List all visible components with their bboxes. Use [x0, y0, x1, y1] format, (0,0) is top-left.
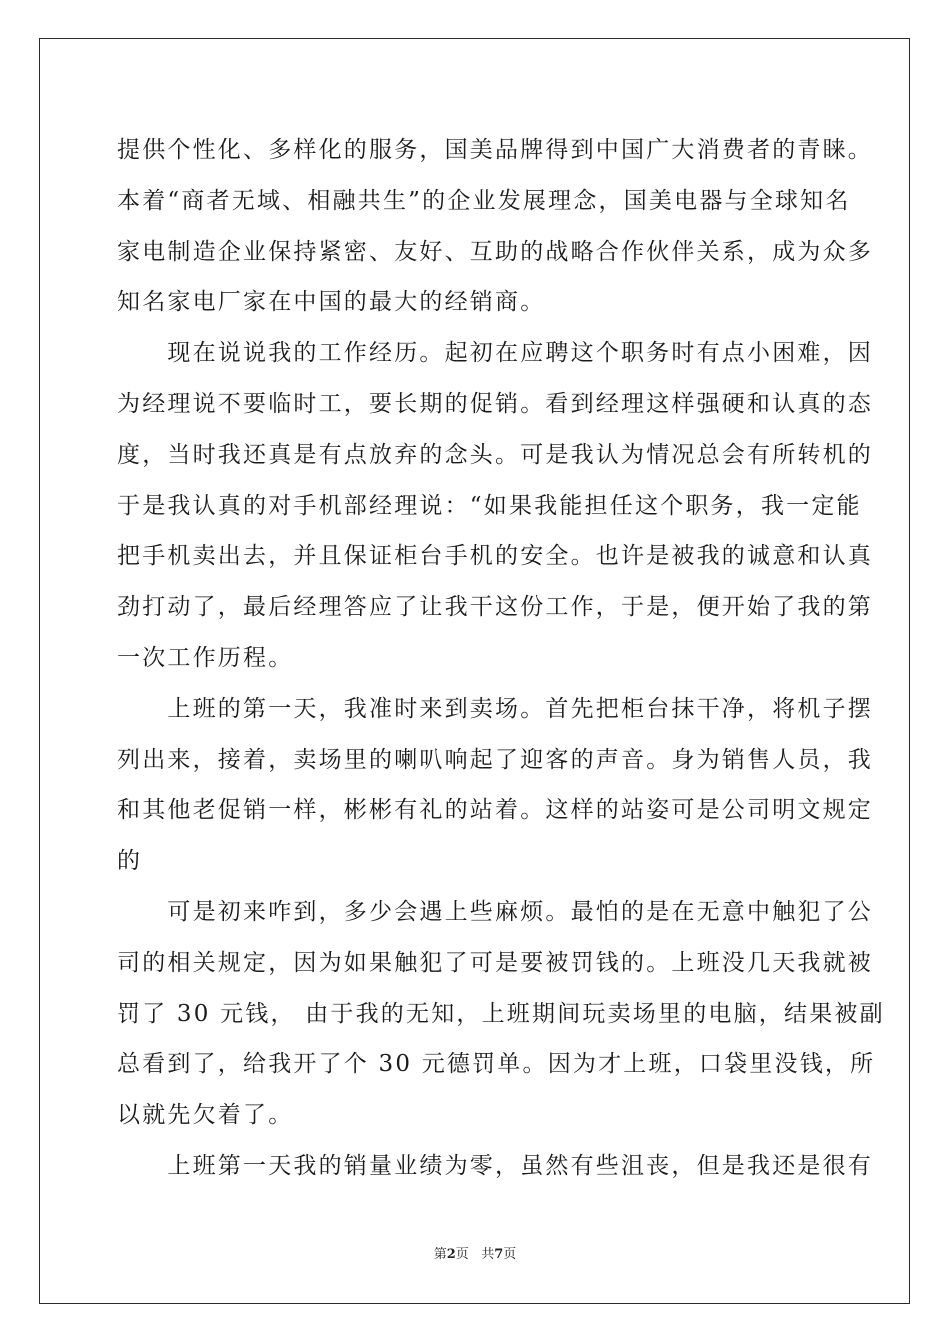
- total-pages: 7: [494, 1247, 504, 1262]
- text-line: 现在说说我的工作经历。起初在应聘这个职务时有点小困难，因: [117, 340, 873, 367]
- page-footer: [0, 1243, 950, 1262]
- page-number: 2: [446, 1247, 456, 1262]
- text-line: 的: [117, 848, 143, 875]
- page-suffix: 页: [455, 1247, 469, 1262]
- text-line: 罚了 30 元钱， 由于我的无知，上班期间玩卖场里的电脑，结果被副: [117, 1000, 885, 1027]
- page-prefix: 第: [433, 1247, 447, 1262]
- text-line: 劲打动了，最后经理答应了让我干这份工作，于是，便开始了我的第: [117, 594, 873, 621]
- text-line: 可是初来咋到，多少会遇上些麻烦。最怕的是在无意中触犯了公: [117, 898, 873, 925]
- text-line: 一次工作历程。: [117, 644, 294, 671]
- text-line: 列出来，接着，卖场里的喇叭响起了迎客的声音。身为销售人员，我: [117, 746, 873, 773]
- document-body: [117, 125, 885, 1192]
- text-line: 度，当时我还真是有点放弃的念头。可是我认为情况总会有所转机的: [117, 441, 873, 468]
- text-line: 上班第一天我的销量业绩为零，虽然有些沮丧，但是我还是很有: [117, 1152, 873, 1179]
- text-line: 司的相关规定，因为如果触犯了可是要被罚钱的。上班没几天我就被: [117, 949, 873, 976]
- text-line: 把手机卖出去，并且保证柜台手机的安全。也许是被我的诚意和认真: [117, 543, 873, 570]
- text-line: 家电制造企业保持紧密、友好、互助的战略合作伙伴关系，成为众多: [117, 238, 873, 265]
- text-line: 和其他老促销一样，彬彬有礼的站着。这样的站姿可是公司明文规定: [117, 797, 873, 824]
- text-line: 于是我认真的对手机部经理说：“如果我能担任这个职务，我一定能: [117, 492, 862, 519]
- text-line: 本着“商者无域、相融共生”的企业发展理念，国美电器与全球知名: [117, 187, 851, 214]
- text-line: 提供个性化、多样化的服务，国美品牌得到中国广大消费者的青睐。: [117, 137, 873, 163]
- text-line: 上班的第一天，我准时来到卖场。首先把柜台抹干净，将机子摆: [117, 695, 873, 722]
- text-line: 总看到了，给我开了个 30 元德罚单。因为才上班，口袋里没钱，所: [117, 1051, 876, 1078]
- total-prefix: 共: [481, 1247, 495, 1262]
- text-line: 为经理说不要临时工，要长期的促销。看到经理这样强硬和认真的态: [117, 390, 873, 417]
- text-line: 知名家电厂家在中国的最大的经销商。: [117, 289, 546, 316]
- text-line: 以就先欠着了。: [117, 1102, 294, 1129]
- total-suffix: 页: [503, 1247, 517, 1262]
